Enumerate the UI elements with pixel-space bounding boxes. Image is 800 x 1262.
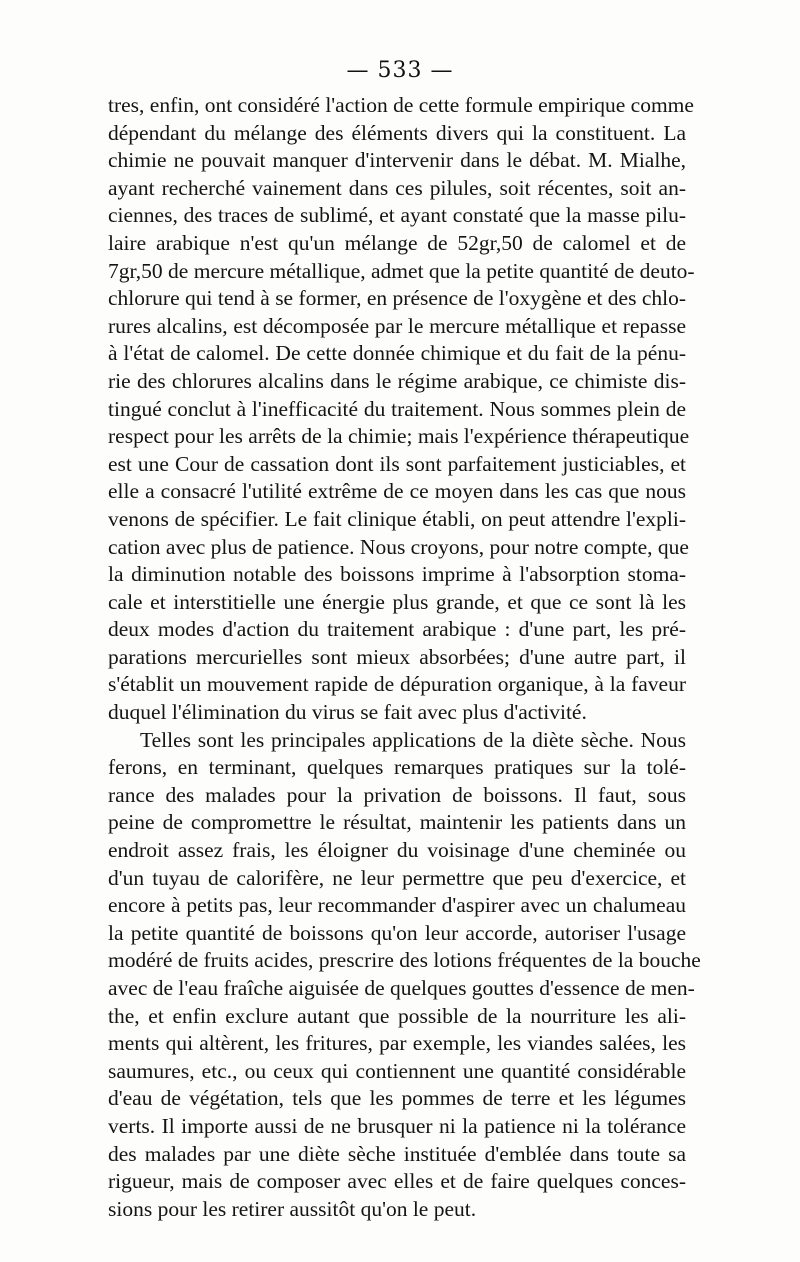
text-line: venons de spécifier. Le fait clinique établi, on peut attendre l'expli-: [108, 506, 686, 531]
paragraph: [108, 727, 701, 1224]
text-line: s'établit un mouvement rapide de dépuration organique, à la faveur: [108, 672, 686, 697]
text-line: rance des malades pour la privation de boissons. Il faut, sous: [108, 782, 686, 807]
text-line: ciennes, des traces de sublimé, et ayant constaté que la masse pilu-: [108, 203, 686, 228]
text-line: d'eau de végétation, tels que les pommes de terre et les légumes: [108, 1086, 686, 1111]
text-line: saumures, etc., ou ceux qui contiennent une quantité considérable: [108, 1058, 686, 1083]
body-text: [108, 92, 701, 1223]
text-line: chimie ne pouvait manquer d'intervenir dans le débat. M. Mialhe,: [108, 148, 686, 173]
text-line: elle a consacré l'utilité extrême de ce moyen dans les cas que nous: [108, 479, 686, 504]
text-line: la petite quantité de boissons qu'on leur accorde, autoriser l'usage: [108, 920, 686, 945]
paragraph: [108, 92, 695, 727]
text-line: cale et interstitielle une énergie plus grande, et que ce sont là les: [108, 589, 686, 614]
text-line: sions pour les retirer aussitôt qu'on le peut.: [108, 1196, 477, 1221]
text-line: ferons, en terminant, quelques remarques pratiques sur la tolé-: [108, 755, 686, 780]
text-line: ments qui altèrent, les fritures, par exemple, les viandes salées, les: [108, 1031, 686, 1056]
text-line: tres, enfin, ont considéré l'action de cette formule empirique comme: [108, 93, 694, 117]
text-line: la diminution notable des boissons imprime à l'absorption stoma-: [108, 562, 686, 587]
text-line: rigueur, mais de composer avec elles et de faire quelques conces-: [108, 1169, 686, 1194]
page-number: — 533 —: [346, 58, 454, 83]
text-line: the, et enfin exclure autant que possible de la nourriture les ali-: [108, 1003, 686, 1028]
text-line: parations mercurielles sont mieux absorbées; d'une autre part, il: [108, 644, 686, 669]
text-line: d'un tuyau de calorifère, ne leur permettre que peu d'exercice, et: [108, 865, 686, 890]
text-line: ayant recherché vainement dans ces pilules, soit récentes, soit an-: [108, 175, 686, 200]
text-line: duquel l'élimination du virus se fait avec plus d'activité.: [108, 700, 587, 725]
text-line: rie des chlorures alcalins dans le régime arabique, ce chimiste dis-: [108, 368, 686, 393]
text-line: encore à petits pas, leur recommander d'aspirer avec un chalumeau: [108, 893, 686, 918]
text-line: verts. Il importe aussi de ne brusquer ni la patience ni la tolérance: [108, 1113, 686, 1138]
text-line: des malades par une diète sèche instituée d'emblée dans toute sa: [108, 1141, 686, 1166]
text-line: avec de l'eau fraîche aiguisée de quelques gouttes d'essence de men-: [108, 976, 695, 1000]
text-line: laire arabique n'est qu'un mélange de 52gr,50 de calomel et de: [108, 230, 686, 255]
text-line: peine de compromettre le résultat, maintenir les patients dans un: [108, 810, 686, 835]
text-line: est une Cour de cassation dont ils sont parfaitement justiciables, et: [108, 451, 686, 476]
text-line: 7gr,50 de mercure métallique, admet que la petite quantité de deuto-: [108, 258, 695, 283]
text-line: à l'état de calomel. De cette donnée chimique et du fait de la pénu-: [108, 341, 686, 366]
text-line: deux modes d'action du traitement arabique : d'une part, les pré-: [108, 617, 686, 642]
text-line: rures alcalins, est décomposée par le mercure métallique et repasse: [108, 313, 686, 338]
text-line: Telles sont les principales applications de la diète sèche. Nous: [140, 727, 686, 752]
text-line: endroit assez frais, les éloigner du voisinage d'une cheminée ou: [108, 838, 686, 863]
text-line: cation avec plus de patience. Nous croyons, pour notre compte, que: [108, 534, 689, 559]
text-line: respect pour les arrêts de la chimie; mais l'expérience thérapeutique: [108, 424, 690, 449]
text-line: chlorure qui tend à se former, en présence de l'oxygène et des chlo-: [108, 286, 686, 311]
text-line: modéré de fruits acides, prescrire des lotions fréquentes de la bouche: [108, 948, 701, 973]
text-line: dépendant du mélange des éléments divers qui la constituent. La: [108, 120, 686, 145]
text-line: tingué conclut à l'inefficacité du traitement. Nous sommes plein de: [108, 396, 686, 421]
